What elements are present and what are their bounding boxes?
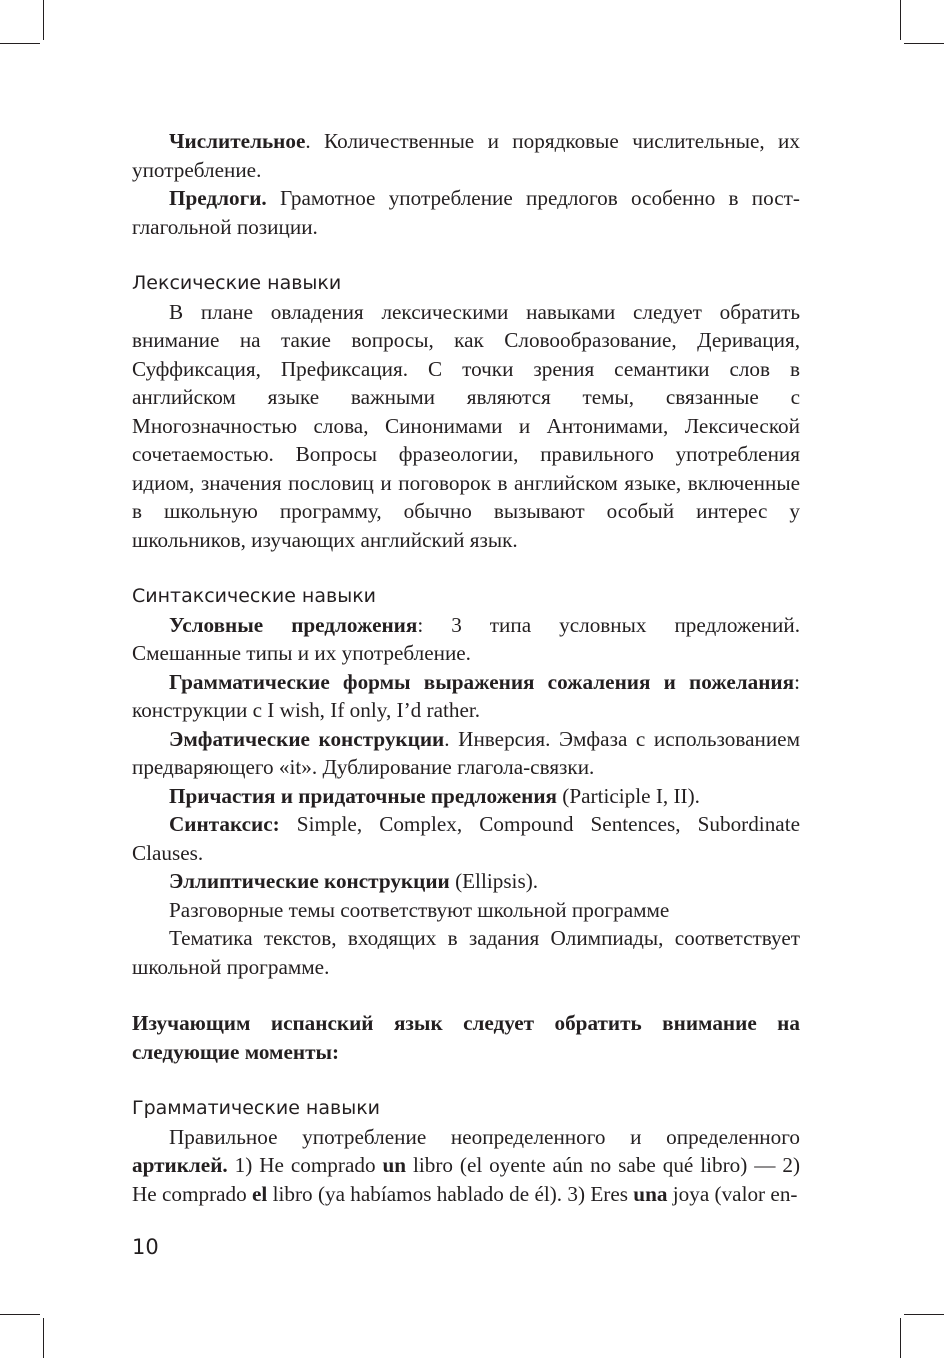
crop-mark	[904, 1314, 944, 1315]
crop-mark	[904, 43, 944, 44]
crop-mark	[0, 43, 40, 44]
bold-term: el	[252, 1181, 268, 1206]
page-body	[132, 127, 800, 1208]
section-heading: Грамматические навыки	[132, 1097, 381, 1119]
section-gap	[132, 241, 800, 269]
bold-term: артиклей.	[132, 1153, 228, 1177]
section-heading: Синтаксические навыки	[132, 585, 377, 607]
paragraph	[132, 184, 800, 241]
bold-term: Условные предложения	[169, 612, 418, 637]
text-run: Simple, Complex, Compound Sentences, Subordinate Clauses.	[132, 812, 800, 865]
section-gap	[132, 981, 800, 1009]
text-run: libro (el oyente aún no sabe qué libro) — 2) He comprado	[132, 1153, 800, 1206]
bold-term: Эллиптические конструкции	[169, 869, 450, 893]
bold-term: Предлоги.	[169, 186, 267, 210]
bold-term: una	[633, 1181, 668, 1206]
text-run: joya (valor en-	[667, 1181, 798, 1206]
text-run: : 3 типа условных предложений. Смешанные типы и их употребление.	[132, 612, 800, 665]
section-gap	[132, 1066, 800, 1094]
paragraph	[132, 298, 800, 555]
paragraph	[132, 1009, 800, 1066]
crop-mark	[43, 1318, 44, 1358]
bold-term: Причастия и придаточные предложения	[169, 783, 557, 808]
text-run: . Инверсия. Эмфаза с использованием предваряющего «it». Дублирование глагола-связки.	[132, 726, 800, 779]
paragraph	[132, 782, 800, 811]
text-run: 1) He comprado	[227, 1153, 383, 1177]
crop-mark	[900, 1318, 901, 1358]
paragraph	[132, 810, 800, 867]
bold-term: Изучающим испанский язык следует обратить внимание на следующие моменты:	[132, 1011, 800, 1064]
section-gap	[132, 554, 800, 582]
paragraph	[132, 127, 800, 184]
text-run: (Ellipsis).	[449, 869, 539, 893]
text-run: Грамотное употребление предлогов особенно в пост-глагольной позиции.	[132, 186, 800, 239]
crop-mark	[900, 0, 901, 40]
crop-mark	[0, 1314, 40, 1315]
crop-mark	[43, 0, 44, 40]
paragraph	[132, 611, 800, 668]
text-run: Правильное употребление неопределенного и определенного	[169, 1124, 800, 1149]
paragraph	[132, 1123, 800, 1209]
section-heading: Лексические навыки	[132, 272, 342, 294]
page-number: 10	[132, 1235, 159, 1259]
paragraph	[132, 668, 800, 725]
bold-term: Грамматические формы выражения сожаления и пожелания	[169, 669, 795, 694]
paragraph	[132, 896, 800, 925]
paragraph	[132, 725, 800, 782]
bold-term: Эмфатические конструкции	[169, 726, 445, 751]
bold-term: Синтаксис:	[169, 812, 280, 836]
bold-term: Числительное	[169, 129, 306, 153]
text-run: Тематика текстов, входящих в задания Олимпиады, соответствует школьной программе.	[132, 926, 800, 979]
paragraph	[132, 924, 800, 981]
text-run: : конструкции с I wish, If only, I’d rather.	[132, 669, 800, 722]
text-run: В плане овладения лексическими навыками следует обратить внимание на такие вопросы, как Словообразование, Деривация, Суффиксация, Префиксация. С точки зрения семантики слов в английском языке важными являются темы, связанные с Многозначностью слова, Синонимами и Антонимами, Лексической сочетаемостью. Вопросы фразеологии, правильного употребления идиом, значения пословиц и поговорок в английском языке, включенные в школьную программу, обычно вызывают особый интерес у школьников, изучающих английский язык.	[132, 299, 800, 552]
text-run: . Количественные и порядковые числительные, их употребление.	[132, 129, 800, 182]
text-run: Разговорные темы соответствуют школьной программе	[169, 897, 670, 922]
text-run: libro (ya habíamos hablado de él). 3) Eres	[267, 1181, 634, 1206]
bold-term: un	[382, 1153, 407, 1177]
paragraph	[132, 867, 800, 896]
text-run: (Participle I, II).	[556, 783, 700, 808]
